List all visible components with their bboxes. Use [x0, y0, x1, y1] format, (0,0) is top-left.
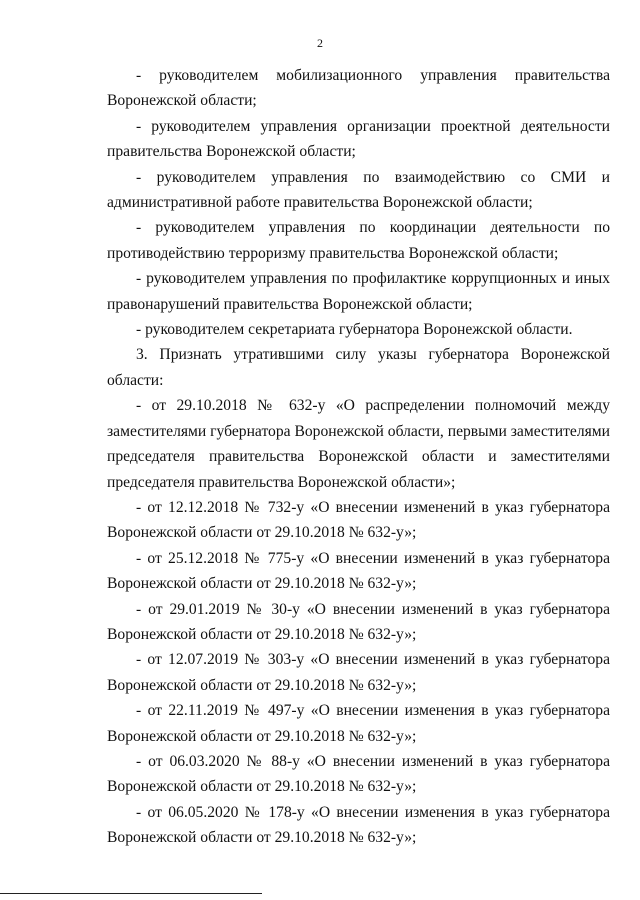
document-body [107, 63, 610, 851]
paragraph-head-anticorruption: - руководителем управления по профилактике коррупционных и иных правонарушений правительства Воронежской области; [107, 270, 610, 313]
paragraph-decree-178: - от 06.05.2020 № 178-у «О внесении изменения в указ губернатора Воронежской области от 29.10.2018 № 632-у»; [107, 803, 610, 847]
paragraph-decree-732: - от 12.12.2018 № 732-у «О внесении изменений в указ губернатора Воронежской области от 29.10.2018 № 632-у»; [107, 498, 610, 542]
paragraph-head-antiterrorism: - руководителем управления по координации деятельности по противодействию терроризму правительства Воронежской области; [107, 219, 610, 262]
paragraph-decree-30: - от 29.01.2019 № 30-у «О внесении изменений в указ губернатора Воронежской области от 29.10.2018 № 632-у»; [107, 600, 610, 643]
paragraph-head-secretariat: - руководителем секретариата губернатора Воронежской области. [136, 321, 573, 339]
paragraph-item-3-repeal: 3. Признать утратившими силу указы губернатора Воронежской области: [107, 346, 610, 389]
footer-divider [0, 893, 262, 894]
page-number: 2 [317, 36, 323, 50]
paragraph-decree-775: - от 25.12.2018 № 775-у «О внесении изменений в указ губернатора Воронежской области от 29.10.2018 № 632-у»; [107, 549, 610, 593]
paragraph-decree-303: - от 12.07.2019 № 303-у «О внесении изменений в указ губернатора Воронежской области от 29.10.2018 № 632-у»; [107, 651, 610, 694]
paragraph-decree-632: - от 29.10.2018 № 632-у «О распределении полномочий между заместителями губернатора Воронежской области, первыми заместителями председателя правительства Воронежской области и заместителями председателя правительства Воронежской области»; [107, 397, 610, 491]
paragraph-decree-88: - от 06.03.2020 № 88-у «О внесении изменений в указ губернатора Воронежской области от 29.10.2018 № 632-у»; [107, 752, 610, 796]
paragraph-head-mobilization: - руководителем мобилизационного управления правительства Воронежской области; [107, 67, 610, 110]
paragraph-head-project-activity: - руководителем управления организации проектной деятельности правительства Воронежской области; [107, 117, 610, 161]
paragraph-decree-497: - от 22.11.2019 № 497-у «О внесении изменения в указ губернатора Воронежской области от 29.10.2018 № 632-у»; [107, 702, 610, 745]
paragraph-head-media-relations: - руководителем управления по взаимодействию со СМИ и административной работе правительства Воронежской области; [107, 168, 610, 212]
